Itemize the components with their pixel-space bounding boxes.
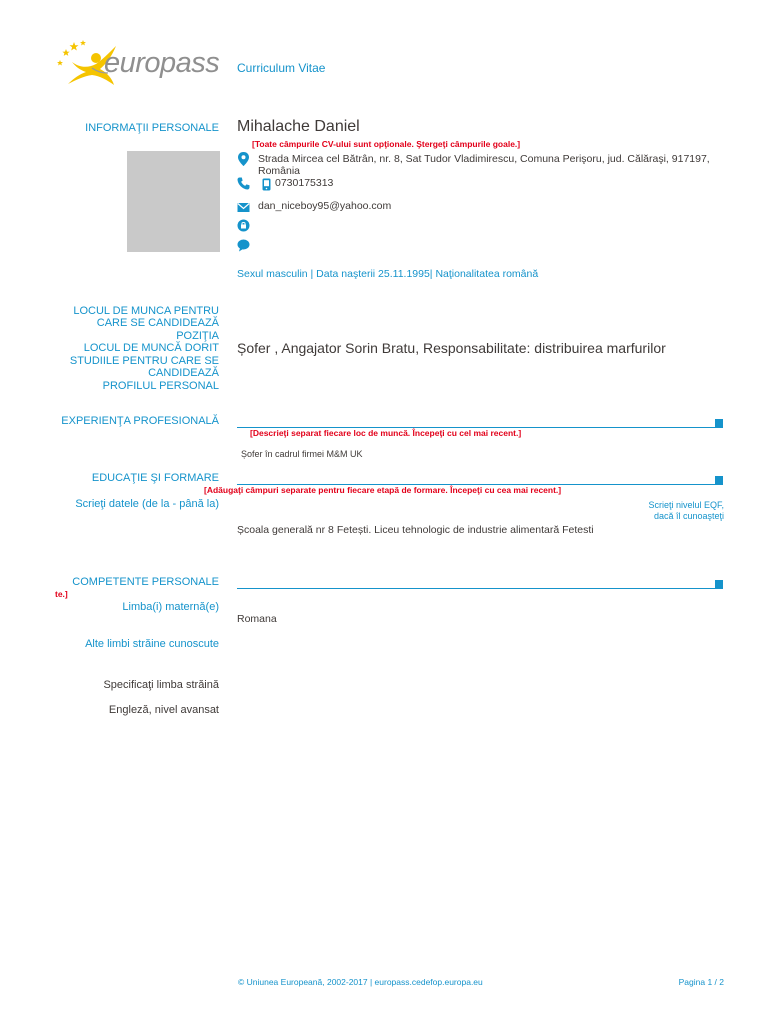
personal-skills-label: COMPETENTE PERSONALE bbox=[72, 576, 219, 588]
document-title: Curriculum Vitae bbox=[237, 61, 326, 75]
optional-fields-note: [Toate câmpurile CV-ului sunt opţionale. Ştergeţi câmpurile goale.] bbox=[252, 139, 521, 149]
email-address: dan_niceboy95@yahoo.com bbox=[258, 200, 392, 212]
work-experience-item: Șofer în cadrul firmei M&M UK bbox=[241, 449, 363, 459]
personal-info-label: INFORMAŢII PERSONALE bbox=[85, 122, 219, 134]
position-label-line-4: LOCUL DE MUNCĂ DORIT bbox=[83, 342, 219, 354]
mother-tongue-label: Limba(i) maternă(e) bbox=[122, 601, 219, 613]
education-item: Școala generală nr 8 Fetești. Liceu tehnologic de industrie alimentară Fetesti bbox=[237, 524, 594, 536]
work-experience-label: EXPERIENŢA PROFESIONALĂ bbox=[61, 415, 219, 427]
skills-note-fragment: te.] bbox=[55, 589, 68, 599]
other-languages-label: Alte limbi străine cunoscute bbox=[85, 638, 219, 650]
footer-page-number: Pagina 1 / 2 bbox=[678, 977, 724, 987]
position-label-line-7: PROFILUL PERSONAL bbox=[102, 380, 219, 392]
instant-messaging-icon bbox=[237, 239, 250, 252]
personal-skills-marker bbox=[715, 580, 723, 588]
photo-placeholder bbox=[127, 151, 220, 252]
education-dates-label: Scrieţi datele (de la - până la) bbox=[75, 498, 219, 510]
address-line-2: România bbox=[258, 165, 301, 177]
mother-tongue-value: Romana bbox=[237, 613, 277, 625]
candidate-name: Mihalache Daniel bbox=[237, 118, 360, 135]
education-label: EDUCAŢIE ŞI FORMARE bbox=[91, 472, 219, 484]
eqf-level-line-1: Scrieţi nivelul EQF, bbox=[648, 500, 724, 510]
education-note: [Adăugaţi câmpuri separate pentru fiecare etapă de formare. Începeţi cu cea mai recent.] bbox=[204, 485, 562, 495]
footer-copyright: © Uniunea Europeană, 2002-2017 | europass.cedefop.europa.eu bbox=[238, 977, 483, 987]
position-value: Șofer , Angajator Sorin Bratu, Responsabilitate: distribuirea marfurilor bbox=[237, 340, 666, 356]
eqf-level-line-2: dacă îl cunoaşteţi bbox=[653, 511, 724, 521]
position-label-line-3: POZIŢIA bbox=[176, 330, 219, 342]
europass-logo bbox=[52, 38, 224, 90]
work-experience-note: [Descrieţi separat fiecare loc de muncă. Începeţi cu cel mai recent.] bbox=[250, 428, 522, 438]
education-marker bbox=[715, 476, 723, 484]
work-experience-marker bbox=[715, 419, 723, 427]
english-level-label: Engleză, nivel avansat bbox=[108, 704, 219, 716]
location-pin-icon bbox=[237, 152, 250, 165]
personal-details: Sexul masculin | Data naşterii 25.11.1995| Naţionalitatea română bbox=[237, 268, 539, 280]
specify-language-label: Specificaţi limba străină bbox=[103, 679, 219, 691]
position-label-line-6: CANDIDEAZĂ bbox=[148, 367, 219, 379]
mobile-number: 0730175313 bbox=[275, 177, 334, 189]
personal-skills-divider bbox=[237, 588, 723, 589]
website-icon bbox=[237, 219, 250, 232]
europass-wordmark: europass bbox=[104, 47, 220, 79]
phone-icon bbox=[237, 177, 250, 190]
position-label-line-2: CARE SE CANDIDEAZĂ bbox=[96, 317, 219, 329]
email-icon bbox=[237, 202, 250, 213]
mobile-phone-icon bbox=[262, 178, 271, 191]
position-label-line-5: STUDIILE PENTRU CARE SE bbox=[69, 355, 219, 367]
address-line-1: Strada Mircea cel Bătrân, nr. 8, Sat Tudor Vladimirescu, Comuna Perişoru, jud. Călăraşi, 917197, bbox=[258, 153, 710, 165]
position-label-line-1: LOCUL DE MUNCA PENTRU bbox=[73, 305, 219, 317]
